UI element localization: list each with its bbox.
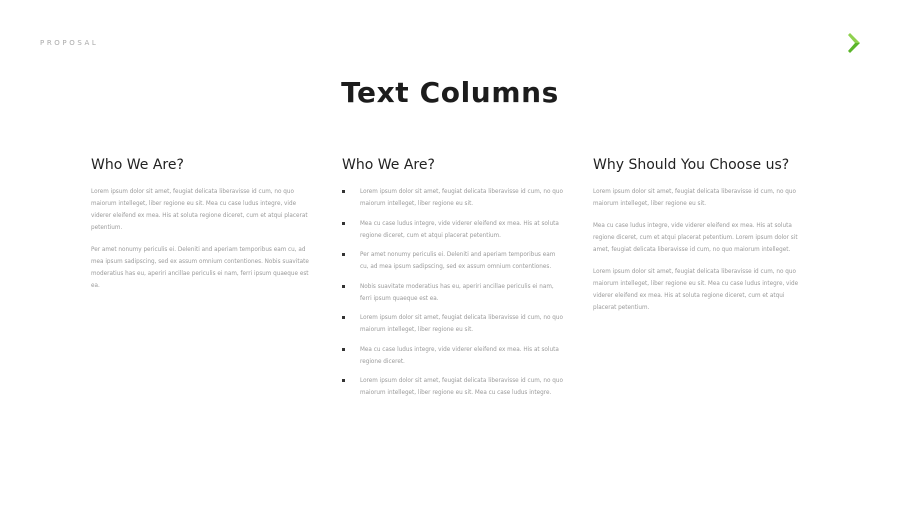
list-item-text: Mea cu case ludus integre, vide viderer eleifend ex mea. His at soluta regione diceret, cum et atqui placerat petentium. [360, 220, 559, 239]
list-item [342, 312, 564, 336]
list-item-text: Lorem ipsum dolor sit amet, feugiat delicata liberavisse id cum, no quo maiorum intelleget, liber regione eu sit. [360, 189, 563, 207]
column-heading: Who We Are? [91, 157, 184, 173]
bullet-icon [342, 379, 345, 382]
list-item [342, 186, 564, 210]
list-item [342, 218, 564, 242]
text-column-1 [91, 157, 313, 302]
list-item [342, 249, 564, 273]
bullet-icon [342, 222, 345, 225]
column-paragraph: Mea cu case ludus integre, vide viderer eleifend ex mea. His at soluta regione diceret, cum et atqui placerat petentium. Lorem ipsum dolor sit amet, feugiat delicata liberavisse id cum, no quo maiorum intelleget. [593, 223, 798, 253]
bullet-icon [342, 190, 345, 193]
column-paragraph: Lorem ipsum dolor sit amet, feugiat delicata liberavisse id cum, no quo maiorum intelleget, liber regione eu sit. [593, 189, 796, 207]
list-item-text: Nobis suavitate moderatius has eu, aperiri ancillae periculis ei nam, ferri ipsum quaeque est ea. [360, 283, 554, 302]
chevron-right-icon [848, 33, 862, 53]
text-column-3 [593, 157, 808, 324]
list-item [342, 344, 564, 368]
bullet-icon [342, 316, 345, 319]
bullet-icon [342, 253, 345, 256]
column-paragraph: Lorem ipsum dolor sit amet, feugiat delicata liberavisse id cum, no quo maiorum intelleget, liber regione eu sit. Mea cu case ludus integre, vide viderer eleifend ex mea. His at soluta regione diceret, cum et atqui placerat petentium. [593, 269, 799, 311]
bullet-icon [342, 348, 345, 351]
list-item [342, 281, 564, 305]
page-title: Text Columns [341, 76, 559, 109]
bullet-icon [342, 285, 345, 288]
bullet-list [342, 186, 564, 399]
column-heading: Who We Are? [342, 157, 435, 173]
list-item [342, 375, 564, 399]
list-item-text: Mea cu case ludus integre, vide viderer eleifend ex mea. His at soluta regione diceret. [360, 346, 559, 365]
column-heading: Why Should You Choose us? [593, 157, 790, 173]
column-paragraph: Lorem ipsum dolor sit amet, feugiat delicata liberavisse id cum, no quo maiorum intelleget, liber regione eu sit. Mea cu case ludus integre, vide viderer eleifend ex mea. His at soluta regione diceret, cum et atqui placerat petentium. [91, 189, 308, 231]
list-item-text: Lorem ipsum dolor sit amet, feugiat delicata liberavisse id cum, no quo maiorum intelleget, liber regione eu sit. [360, 315, 563, 333]
list-item-text: Per amet nonumy periculis ei. Deleniti and aperiam temporibus eam cu, ad mea ipsum sadipscing, sed ex assum omnium contentiones. [360, 252, 556, 270]
section-label: PROPOSAL [40, 39, 99, 47]
column-paragraph: Per amet nonumy periculis ei. Deleniti and aperiam temporibus eam cu, ad mea ipsum sadipscing, sed ex assum omnium contentiones. Nobis suavitate moderatius has eu, aperiri ancillae periculis ei nam, ferri ipsum quaeque est ea. [91, 247, 309, 289]
list-item-text: Lorem ipsum dolor sit amet, feugiat delicata liberavisse id cum, no quo maiorum intelleget, liber regione eu sit. Mea cu case ludus integre. [360, 378, 563, 396]
text-column-2 [342, 157, 564, 407]
